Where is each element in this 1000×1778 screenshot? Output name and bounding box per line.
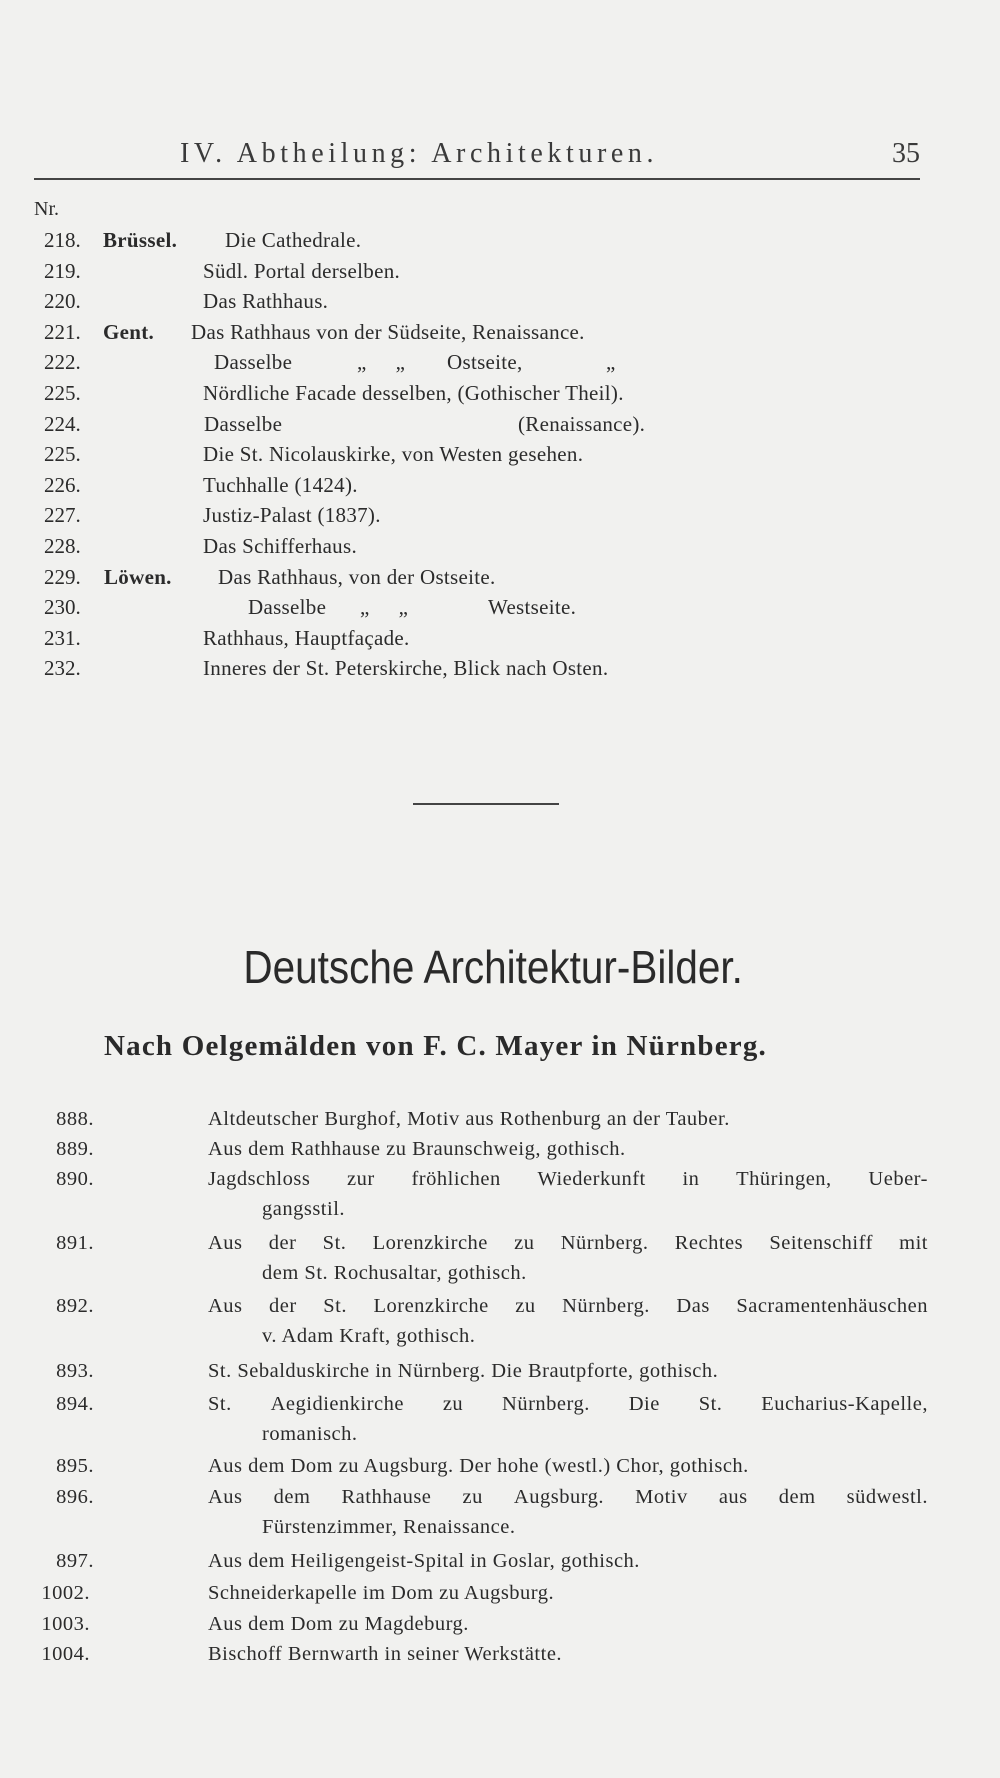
entry-description: Das Schifferhaus. [203,534,358,558]
list-item [44,442,944,470]
entry-description: Nördliche Facade desselben, (Gothischer Theil). [203,381,624,405]
entry-description-continued: v. Adam Kraft, gothisch. [262,1325,476,1347]
entry-description: Justiz-Palast (1837). [203,503,381,528]
entry-description-continued: (Renaissance). [518,411,646,436]
entry-number: 889. [56,1138,94,1160]
list-item [0,1550,940,1578]
entry-description: Aus dem Rathhause zu Braunschweig, gothisch. [208,1138,626,1160]
entry-number: 891. [56,1232,94,1254]
list-item [44,228,944,256]
entry-number: 218. [44,228,81,252]
list-item [44,595,944,623]
entry-number: 227. [44,503,81,528]
entry-description: Die Cathedrale. [225,228,362,252]
entry-number: 896. [56,1486,94,1508]
entry-number: 221. [44,319,81,344]
entry-description: Dasselbe [204,411,283,436]
entry-description-continued: Westseite. [488,595,577,620]
entry-number: 1003. [41,1613,90,1635]
entry-number: 228. [44,534,81,558]
entry-description: Tuchhalle (1424). [203,472,358,497]
entry-number: 219. [44,258,81,283]
entry-description: Das Rathhaus, von der Ostseite. [218,564,496,589]
list-item [44,289,944,317]
entry-description: Aus dem Heiligengeist-Spital in Goslar, gothisch. [208,1550,640,1572]
entry-number: 893. [56,1360,94,1382]
list-item [44,656,944,684]
entry-number: 225. [44,381,81,405]
entry-number: 226. [44,472,81,497]
list-item [44,626,944,654]
city-name: Gent. [103,319,155,344]
entry-description: Rathhaus, Hauptfaçade. [203,625,410,650]
entry-number: 232. [44,656,81,681]
list-item [44,320,944,348]
entry-description-continued: dem St. Rochusaltar, gothisch. [262,1262,527,1284]
list-item [44,565,944,593]
city-name: Löwen. [104,564,172,589]
section-subtitle: Nach Oelgemälden von F. C. Mayer in Nürnberg. [104,1030,767,1062]
list-item [0,1232,940,1290]
page-header [34,138,920,180]
entry-number: 224. [44,411,81,436]
list-item [44,381,944,409]
entry-description: Aus dem Rathhause zu Augsburg. Motiv aus dem südwestl. [208,1486,928,1508]
entry-number: 890. [56,1168,94,1190]
entry-description: Das Rathhaus von der Südseite, Renaissance. [191,319,585,344]
entry-description: Das Rathhaus. [203,289,329,314]
list-item [0,1643,940,1671]
ditto-mark: „ [606,350,616,375]
entry-number: 894. [56,1393,94,1415]
section-divider [413,803,559,805]
entry-description: Aus dem Dom zu Augsburg. Der hohe (westl.) Chor, gothisch. [208,1455,749,1477]
entry-description: Schneiderkapelle im Dom zu Augsburg. [208,1582,555,1604]
list-item [0,1360,940,1388]
list-item [0,1486,940,1544]
entry-description: Altdeutscher Burghof, Motiv aus Rothenburg an der Tauber. [208,1108,730,1130]
list-item [0,1108,940,1136]
ditto-mark: „ „ [357,350,417,375]
entry-description: Dasselbe [248,595,327,620]
entry-description: Die St. Nicolauskirke, von Westen gesehen. [203,442,584,467]
entry-number: 225. [44,442,81,467]
entry-number: 222. [44,350,81,375]
entry-number: 895. [56,1455,94,1477]
entry-number: 230. [44,595,81,620]
list-item [44,503,944,531]
section-title: Deutsche Architektur-Bilder. [243,941,743,993]
entry-description: St. Sebalduskirche in Nürnberg. Die Brautpforte, gothisch. [208,1360,719,1382]
entry-number: 1004. [41,1643,90,1665]
list-item [44,259,944,287]
list-item [44,412,944,440]
entry-description: Südl. Portal derselben. [203,258,401,283]
entry-description: Aus der St. Lorenzkirche zu Nürnberg. Rechtes Seitenschiff mit [208,1232,928,1254]
entry-number: 897. [56,1550,94,1572]
page-number: 35 [892,138,920,169]
entry-description-continued: Fürstenzimmer, Renaissance. [262,1516,516,1538]
ditto-mark: „ „ [360,595,420,620]
list-item [0,1582,940,1610]
entry-number: 888. [56,1108,94,1130]
list-item [44,350,944,378]
entry-number: 231. [44,625,81,650]
entry-description: Jagdschloss zur fröhlichen Wiederkunft in Thüringen, Ueber- [208,1168,928,1190]
entry-number: 1002. [41,1582,90,1604]
entry-description: Dasselbe [214,350,293,375]
entry-description: Bischoff Bernwarth in seiner Werkstätte. [208,1643,563,1665]
list-item [0,1393,940,1451]
entry-description: Aus dem Dom zu Magdeburg. [208,1613,469,1635]
entry-description: St. Aegidienkirche zu Nürnberg. Die St. Eucharius-Kapelle, [208,1393,928,1415]
city-name: Brüssel. [103,228,178,252]
running-head: IV. Abtheilung: Architekturen. [180,138,659,169]
entry-description: Aus der St. Lorenzkirche zu Nürnberg. Das Sacramentenhäuschen [208,1295,928,1317]
list-item [44,534,944,562]
entry-number: 220. [44,289,81,314]
number-column-label: Nr. [34,198,59,220]
list-item [0,1295,940,1353]
list-item [0,1168,940,1226]
entry-description-continued: gangsstil. [262,1198,346,1220]
list-item [44,473,944,501]
list-item [0,1455,940,1483]
entry-description-continued: Ostseite, [447,350,523,375]
entry-description: Inneres der St. Peterskirche, Blick nach Osten. [203,656,609,681]
entry-description-continued: romanisch. [262,1423,358,1445]
list-item [0,1613,940,1641]
list-item [0,1138,940,1166]
entry-number: 229. [44,564,81,589]
entry-number: 892. [56,1295,94,1317]
